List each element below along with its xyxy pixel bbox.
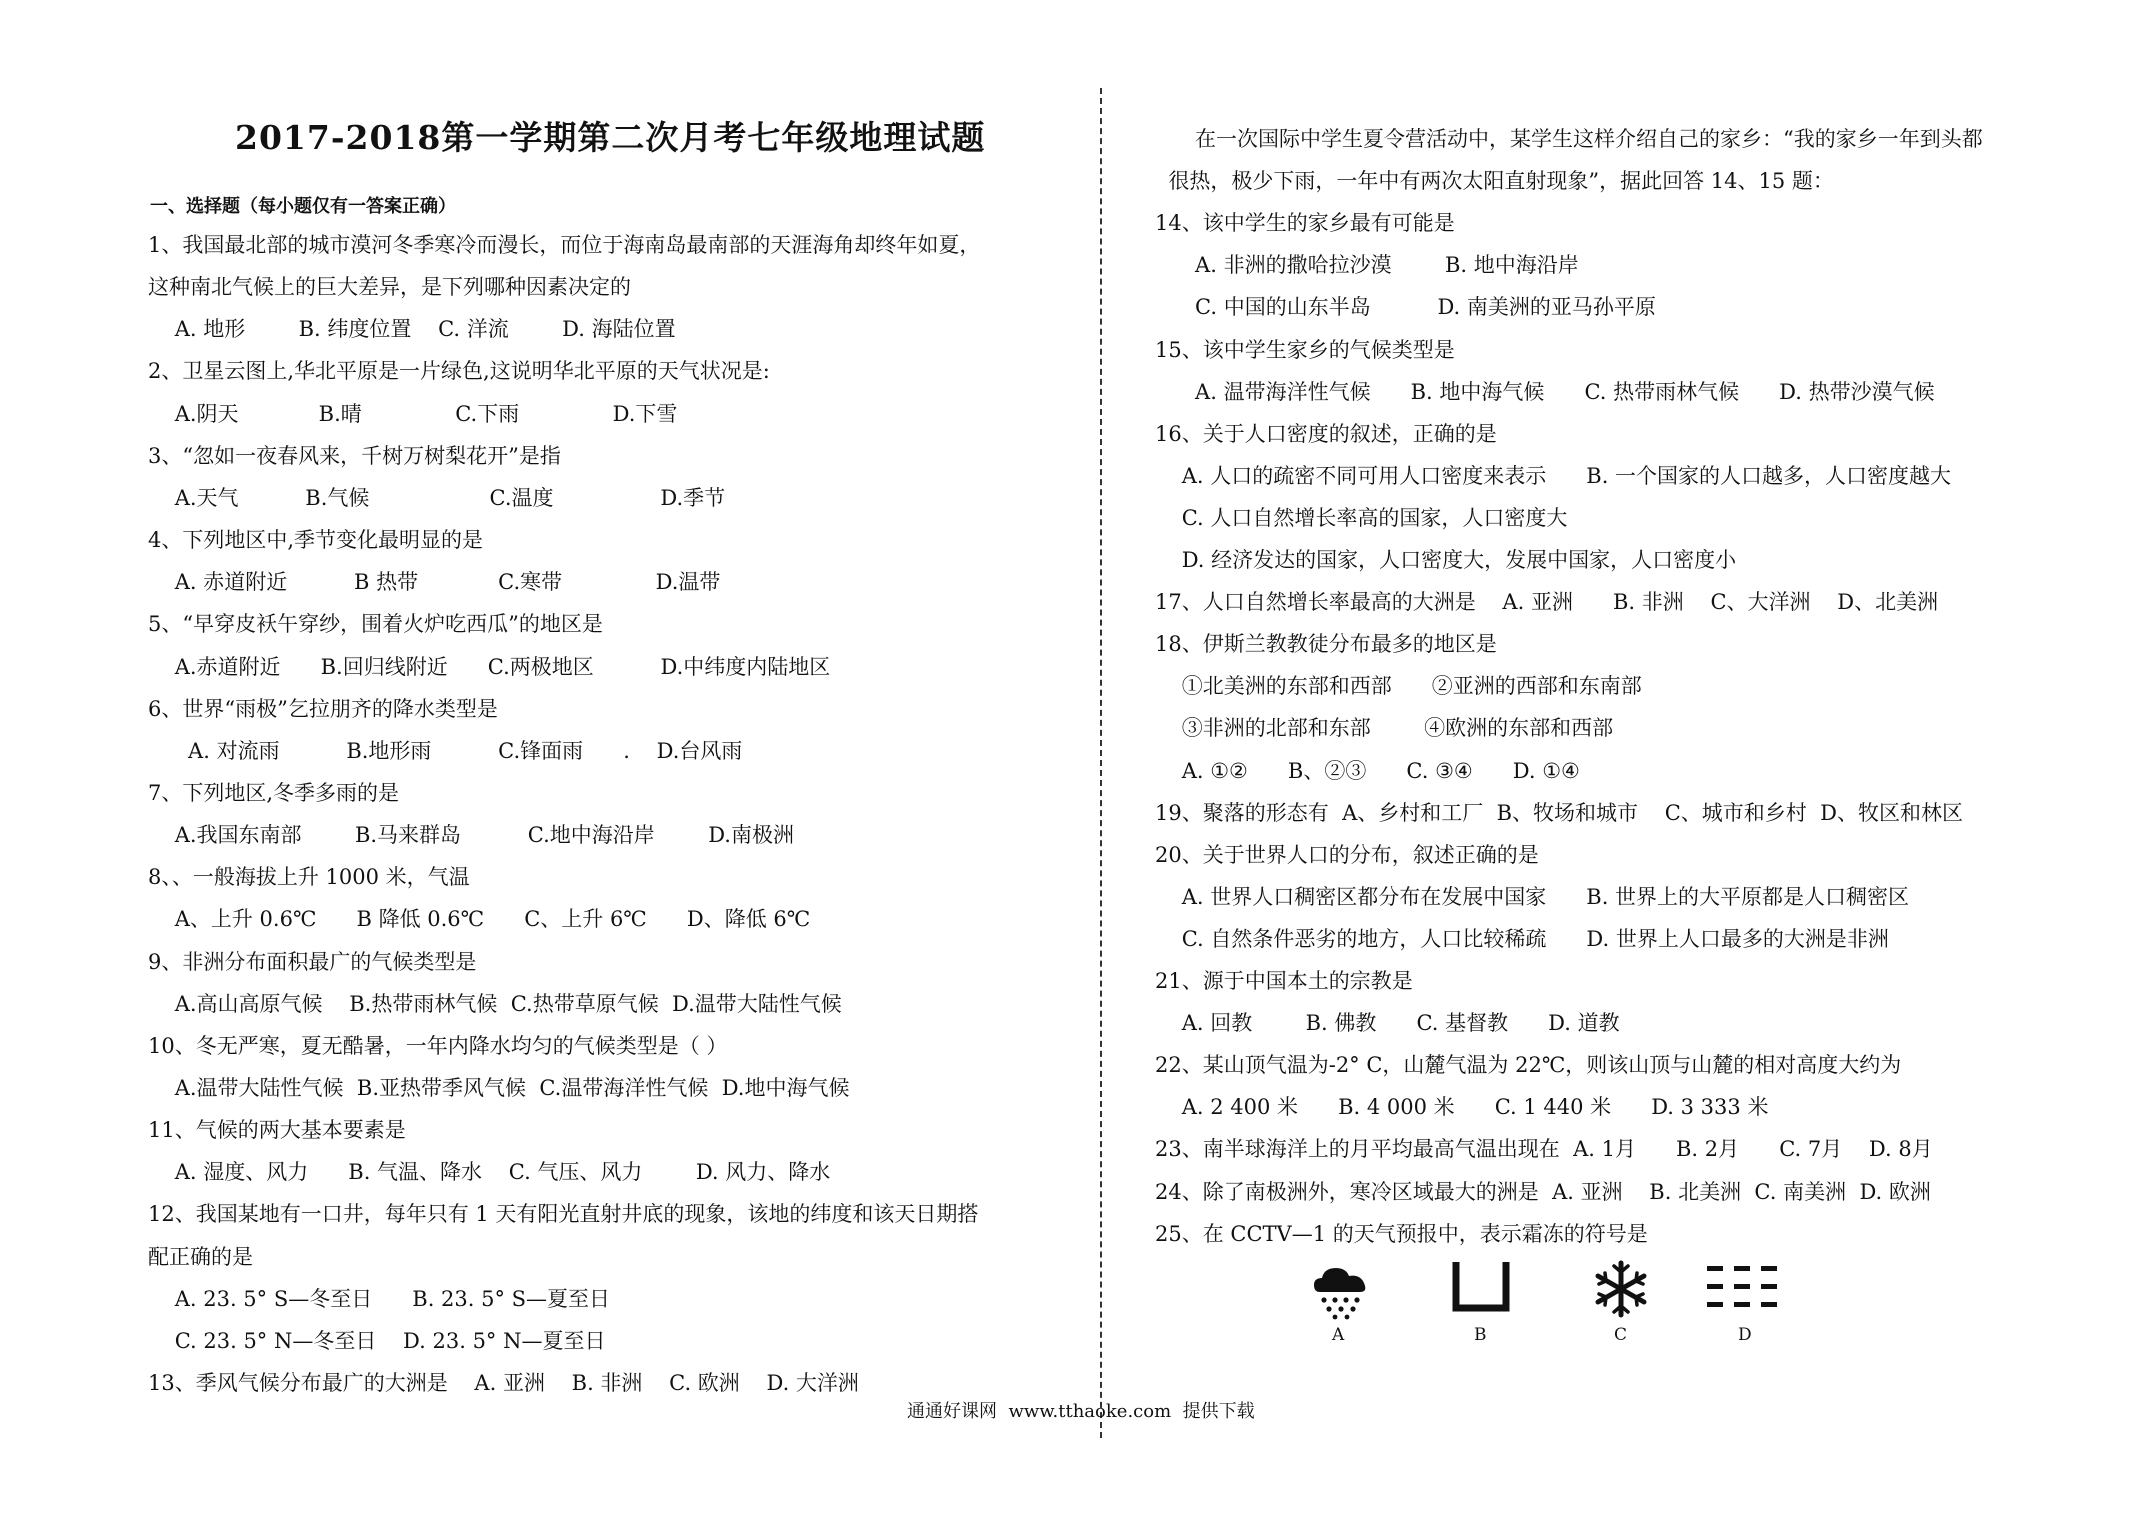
question-line: 16、关于人口密度的叙述，正确的是 <box>1155 421 1497 446</box>
question-line: 14、该中学生的家乡最有可能是 <box>1155 211 1455 236</box>
question-line: 17、人口自然增长率最高的大洲是 A. 亚洲 B. 非洲 C、大洋洲 D、北美洲 <box>1155 590 1939 615</box>
question-line: 配正确的是 <box>148 1244 253 1269</box>
question-line: 13、季风气候分布最广的大洲是 A. 亚洲 B. 非洲 C. 欧洲 D. 大洋洲 <box>148 1371 859 1396</box>
question-line: A、上升 0.6℃ B 降低 0.6℃ C、上升 6℃ D、降低 6℃ <box>148 907 811 932</box>
symbol-label-d: D <box>1738 1325 1752 1345</box>
question-line: 3、“忽如一夜春风来，千树万树梨花开”是指 <box>148 443 561 468</box>
question-line: 24、除了南极洲外，寒冷区域最大的洲是 A. 亚洲 B. 北美洲 C. 南美洲 D. 欧洲 <box>1155 1179 1931 1204</box>
snow-cloud-icon <box>1310 1258 1372 1324</box>
question-line: 这种南北气候上的巨大差异，是下列哪种因素决定的 <box>148 275 631 300</box>
question-line: 4、下列地区中,季节变化最明显的是 <box>148 528 484 553</box>
question-line: 11、气候的两大基本要素是 <box>148 1118 406 1143</box>
question-line: 2、卫星云图上,华北平原是一片绿色,这说明华北平原的天气状况是: <box>148 359 770 384</box>
question-line: 22、某山顶气温为-2° C，山麓气温为 22℃，则该山顶与山麓的相对高度大约为 <box>1155 1053 1902 1078</box>
question-line: C. 中国的山东半岛 D. 南美洲的亚马孙平原 <box>1155 295 1656 320</box>
question-line: 21、源于中国本土的宗教是 <box>1155 969 1413 993</box>
symbol-label-b: B <box>1474 1325 1487 1345</box>
question-line: A. 世界人口稠密区都分布在发展中国家 B. 世界上的大平原都是人口稠密区 <box>1155 884 1910 909</box>
footer-credit: 通通好课网 www.tthaoke.com 提供下载 <box>907 1401 1255 1422</box>
frost-bracket-icon <box>1450 1258 1512 1324</box>
symbol-label-c: C <box>1614 1325 1628 1345</box>
question-line: 8、、一般海拔上升 1000 米，气温 <box>148 865 470 890</box>
question-line: ①北美洲的东部和西部 ②亚洲的西部和东南部 <box>1155 674 1642 699</box>
question-line: 23、南半球海洋上的月平均最高气温出现在 A. 1月 B. 2月 C. 7月 D. 8月 <box>1155 1137 1933 1162</box>
snowflake-icon <box>1590 1258 1652 1324</box>
question-line: A. 2 400 米 B. 4 000 米 C. 1 440 米 D. 3 333 米 <box>1155 1095 1769 1120</box>
question-line: A. 赤道附近 B 热带 C.寒带 D.温带 <box>148 570 721 595</box>
question-line: A. 非洲的撒哈拉沙漠 B. 地中海沿岸 <box>1155 253 1579 278</box>
question-line: 10、冬无严寒，夏无酷暑，一年内降水均匀的气候类型是（ ） <box>148 1033 728 1058</box>
question-line: A.阴天 B.晴 C.下雨 D.下雪 <box>148 401 678 426</box>
question-line: 很热，极少下雨，一年中有两次太阳直射现象”，据此回答 14、15 题： <box>1155 169 1834 194</box>
question-line: A.我国东南部 B.马来群岛 C.地中海沿岸 D.南极洲 <box>148 823 794 848</box>
question-line: A. 温带海洋性气候 B. 地中海气候 C. 热带雨林气候 D. 热带沙漠气候 <box>1155 379 1935 404</box>
question-line: A.赤道附近 B.回归线附近 C.两极地区 D.中纬度内陆地区 <box>148 654 831 679</box>
question-line: ③非洲的北部和东部 ④欧洲的东部和西部 <box>1155 716 1614 741</box>
question-line: 18、伊斯兰教教徒分布最多的地区是 <box>1155 632 1497 657</box>
fog-lines-icon <box>1705 1258 1785 1324</box>
question-line: 20、关于世界人口的分布，叙述正确的是 <box>1155 842 1539 867</box>
question-line: C. 人口自然增长率高的国家，人口密度大 <box>1155 505 1568 530</box>
question-line: A. 湿度、风力 B. 气温、降水 C. 气压、风力 D. 风力、降水 <box>148 1160 831 1185</box>
question-line: 9、非洲分布面积最广的气候类型是 <box>148 949 477 974</box>
fold-divider <box>1100 88 1102 1438</box>
question-line: C. 自然条件恶劣的地方，人口比较稀疏 D. 世界上人口最多的大洲是非洲 <box>1155 926 1889 951</box>
question-line: 1、我国最北部的城市漠河冬季寒冷而漫长，而位于海南岛最南部的天涯海角却终年如夏， <box>148 233 981 257</box>
question-line: 25、在 CCTV—1 的天气预报中，表示霜冻的符号是 <box>1155 1221 1648 1246</box>
question-line: 19、聚落的形态有 A、乡村和工厂 B、牧场和城市 C、城市和乡村 D、牧区和林区 <box>1155 800 1963 825</box>
page-title: 2017-2018第一学期第二次月考七年级地理试题 <box>235 118 986 157</box>
question-line: A. 对流雨 B.地形雨 C.锋面雨 . D.台风雨 <box>148 738 743 763</box>
question-line: C. 23. 5° N—冬至日 D. 23. 5° N—夏至日 <box>148 1328 606 1353</box>
question-line: 7、下列地区,冬季多雨的是 <box>148 780 400 805</box>
question-line: 15、该中学生家乡的气候类型是 <box>1155 337 1455 362</box>
question-line: D. 经济发达的国家，人口密度大，发展中国家，人口密度小 <box>1155 548 1737 572</box>
question-line: A. 回教 B. 佛教 C. 基督教 D. 道教 <box>1155 1011 1620 1036</box>
question-line: A.温带大陆性气候 B.亚热带季风气候 C.温带海洋性气候 D.地中海气候 <box>148 1076 850 1100</box>
question-line: A.高山高原气候 B.热带雨林气候 C.热带草原气候 D.温带大陆性气候 <box>148 991 842 1016</box>
section-heading: 一、选择题（每小题仅有一答案正确） <box>150 196 456 217</box>
question-line: 在一次国际中学生夏令营活动中，某学生这样介绍自己的家乡：“我的家乡一年到头都 <box>1155 127 1983 151</box>
question-line: 6、世界“雨极”乞拉朋齐的降水类型是 <box>148 696 498 721</box>
question-line: A.天气 B.气候 C.温度 D.季节 <box>148 485 726 510</box>
question-line: A. 人口的疏密不同可用人口密度来表示 B. 一个国家的人口越多，人口密度越大 <box>1155 463 1952 488</box>
question-line: A. ①② B、②③ C. ③④ D. ①④ <box>1155 758 1580 783</box>
question-line: 12、我国某地有一口井，每年只有 1 天有阳光直射井底的现象，该地的纬度和该天日期搭 <box>148 1202 979 1227</box>
question-line: A. 23. 5° S—冬至日 B. 23. 5° S—夏至日 <box>148 1286 611 1311</box>
question-line: A. 地形 B. 纬度位置 C. 洋流 D. 海陆位置 <box>148 317 676 342</box>
symbol-label-a: A <box>1332 1325 1345 1345</box>
question-line: 5、“早穿皮袄午穿纱，围着火炉吃西瓜”的地区是 <box>148 612 603 637</box>
